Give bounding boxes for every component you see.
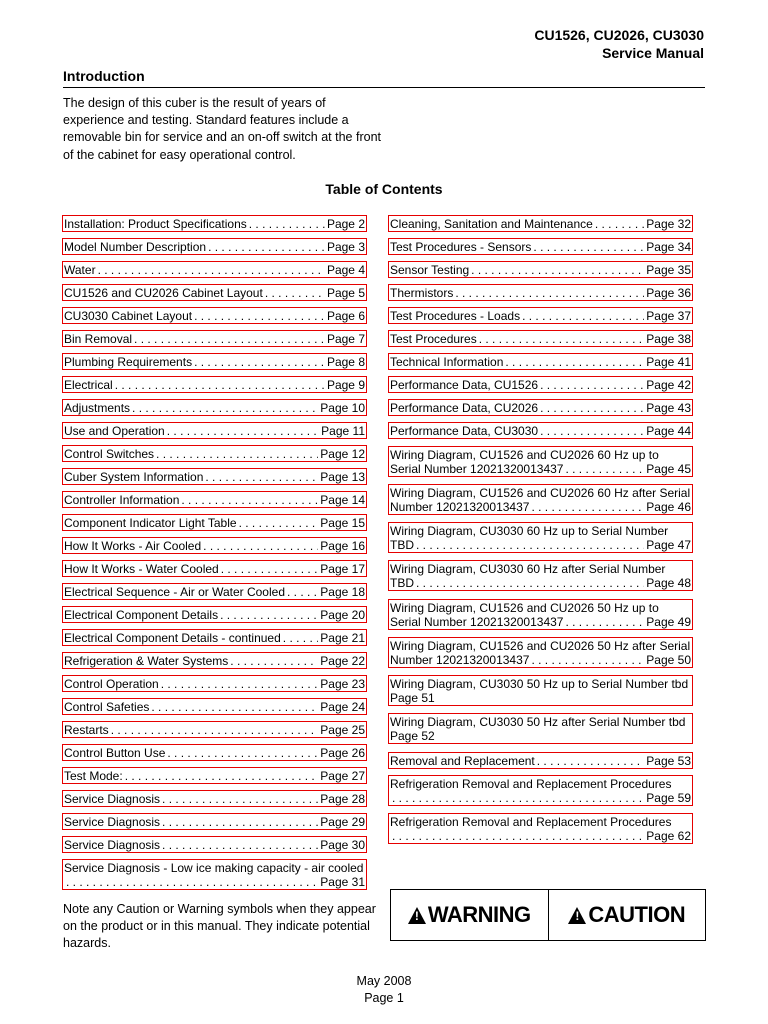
toc-entry-page: Page 12 [320, 447, 365, 461]
toc-entry-page: Page 59 [646, 791, 691, 805]
leader-dots [455, 286, 644, 300]
toc-entry-label: How It Works - Water Cooled [64, 562, 219, 576]
toc-entry-label: Electrical Sequence - Air or Water Cooled [64, 585, 285, 599]
toc-entry[interactable] [62, 537, 367, 554]
toc-entry[interactable] [388, 284, 693, 301]
leader-dots [479, 332, 645, 346]
leader-dots [533, 240, 644, 254]
toc-entry-page: Page 37 [646, 309, 691, 323]
toc-entry-page: Page 10 [320, 401, 365, 415]
toc-entry[interactable] [62, 813, 367, 830]
toc-entry[interactable] [388, 422, 693, 439]
toc-entry-label: Serial Number 12021320013437 [390, 462, 564, 476]
toc-entry-page: Page 38 [646, 332, 691, 346]
toc-entry[interactable] [388, 752, 693, 769]
toc-entry-page: Page 46 [646, 500, 691, 514]
intro-heading: Introduction [63, 68, 145, 84]
toc-entry[interactable] [62, 629, 367, 646]
leader-dots [540, 424, 644, 438]
toc-entry[interactable] [388, 261, 693, 278]
caution-label: CAUTION [588, 902, 686, 927]
toc-entry[interactable] [62, 422, 367, 439]
leader-dots [203, 539, 318, 553]
toc-entry-label: Refrigeration Removal and Replacement Procedures [390, 815, 672, 829]
toc-entry-label: Use and Operation [64, 424, 165, 438]
leader-dots [416, 538, 644, 552]
leader-dots [565, 462, 644, 476]
toc-entry-label: Wiring Diagram, CU3030 60 Hz after Serial Number [390, 562, 666, 576]
leader-dots [265, 286, 325, 300]
leader-dots [205, 470, 318, 484]
toc-entry[interactable] [388, 446, 693, 477]
toc-entry-label: TBD [390, 576, 414, 590]
toc-entry-label: Thermistors [390, 286, 454, 300]
toc-entry-label: Service Diagnosis - Low ice making capacity - air cooled [64, 861, 364, 875]
toc-entry-page: Page 23 [320, 677, 365, 691]
toc-entry[interactable] [62, 399, 367, 416]
toc-entry-label: Wiring Diagram, CU3030 60 Hz up to Serial Number [390, 524, 669, 538]
toc-entry-page: Page 20 [320, 608, 365, 622]
toc-entry[interactable] [388, 376, 693, 393]
leader-dots [531, 500, 644, 514]
toc-entry-page: Page 53 [646, 754, 691, 768]
toc-entry[interactable] [62, 514, 367, 531]
toc-entry-page: Page 41 [646, 355, 691, 369]
leader-dots [471, 263, 644, 277]
toc-entry-page: Page 31 [320, 875, 365, 889]
leader-dots [283, 631, 319, 645]
toc-entry[interactable] [62, 721, 367, 738]
toc-entry-page: Page 11 [321, 424, 365, 438]
toc-entry-page: Page 21 [320, 631, 365, 645]
toc-entry-page: Page 18 [320, 585, 365, 599]
leader-dots [221, 562, 319, 576]
toc-entry[interactable] [62, 675, 367, 692]
toc-entry-label: Removal and Replacement [390, 754, 535, 768]
toc-entry-label: Electrical Component Details [64, 608, 219, 622]
toc-entry-label: Control Button Use [64, 746, 166, 760]
toc-entry[interactable] [388, 522, 693, 553]
toc-entry-label: Control Safeties [64, 700, 150, 714]
caution-symbol [548, 890, 706, 940]
toc-entry-page: Page 45 [646, 462, 691, 476]
toc-entry-label: Component Indicator Light Table [64, 516, 237, 530]
leader-dots [134, 332, 325, 346]
toc-entry-label: Serial Number 12021320013437 [390, 615, 564, 629]
toc-entry-page: Page 28 [320, 792, 365, 806]
toc-entry[interactable] [62, 215, 367, 232]
toc-entry-label: Number 12021320013437 [390, 653, 530, 667]
toc-entry-page: Page 16 [320, 539, 365, 553]
toc-entry[interactable] [62, 261, 367, 278]
toc-entry-page: Page 44 [646, 424, 691, 438]
toc-entry-label: Test Mode: [64, 769, 123, 783]
toc-entry-page: Page 3 [326, 240, 365, 254]
leader-dots [416, 576, 644, 590]
toc-entry-page: Page 30 [320, 838, 365, 852]
toc-entry-page: Page 36 [646, 286, 691, 300]
toc-entry[interactable] [62, 790, 367, 807]
toc-entry[interactable] [62, 606, 367, 623]
toc-entry[interactable] [388, 813, 693, 844]
toc-entry[interactable] [388, 330, 693, 347]
toc-entry-page: Page 24 [320, 700, 365, 714]
leader-dots [505, 355, 644, 369]
toc-entry[interactable] [388, 675, 693, 706]
toc-entry-page: Page 17 [320, 562, 365, 576]
toc-entry-page: Page 51 [390, 691, 435, 705]
leader-dots [392, 829, 644, 843]
exclamation-triangle-icon: ! [568, 907, 586, 924]
toc-entry-label: Adjustments [64, 401, 131, 415]
toc-entry-label: Wiring Diagram, CU3030 50 Hz after Serial Number tbd [390, 715, 686, 729]
toc-entry-page: Page 27 [320, 769, 365, 783]
toc-entry[interactable] [388, 353, 693, 370]
toc-entry[interactable] [62, 353, 367, 370]
leader-dots [239, 516, 319, 530]
toc-entry[interactable] [62, 376, 367, 393]
toc-entry-label: Technical Information [390, 355, 504, 369]
hazard-note: Note any Caution or Warning symbols when they appear on the product or in this manual. They indicate potential hazards. [63, 902, 376, 950]
toc-entry[interactable] [62, 836, 367, 853]
hazard-symbols-box [390, 889, 706, 941]
toc-entry-page: Page 8 [326, 355, 365, 369]
toc-entry-label: Wiring Diagram, CU3030 50 Hz up to Serial Number tbd [390, 677, 689, 691]
leader-dots [181, 493, 318, 507]
toc-entry[interactable] [388, 484, 693, 515]
leader-dots [595, 217, 644, 231]
leader-dots [531, 653, 644, 667]
toc-entry-label: Wiring Diagram, CU1526 and CU2026 50 Hz up to [390, 601, 659, 615]
toc-entry[interactable] [62, 698, 367, 715]
toc-entry[interactable] [388, 775, 693, 806]
leader-dots [540, 401, 644, 415]
leader-dots [220, 608, 318, 622]
toc-entry-label: Cleaning, Sanitation and Maintenance [390, 217, 593, 231]
toc-entry-page: Page 7 [326, 332, 365, 346]
toc-entry-label: TBD [390, 538, 414, 552]
toc-entry[interactable] [62, 560, 367, 577]
toc-entry[interactable] [388, 307, 693, 324]
toc-entry[interactable] [62, 859, 367, 890]
intro-paragraph: The design of this cuber is the result of years of experience and testing. Standard features include a removable bin for service and an on-off switch at the front of the cabinet for easy operational control. [63, 96, 381, 162]
leader-dots [111, 723, 319, 737]
toc-entry-label: How It Works - Air Cooled [64, 539, 202, 553]
toc-entry[interactable] [62, 445, 367, 462]
toc-entry-page: Page 15 [320, 516, 365, 530]
toc-entry[interactable] [62, 583, 367, 600]
manual-title: Service Manual [602, 45, 704, 61]
toc-entry-label: CU1526 and CU2026 Cabinet Layout [64, 286, 263, 300]
leader-dots [162, 838, 318, 852]
toc-entry-page: Page 49 [646, 615, 691, 629]
leader-dots [249, 217, 325, 231]
leader-dots [540, 378, 644, 392]
leader-dots [132, 401, 318, 415]
toc-entry-page: Page 52 [390, 729, 435, 743]
model-numbers: CU1526, CU2026, CU3030 [534, 27, 704, 43]
toc-entry[interactable] [62, 468, 367, 485]
leader-dots [392, 791, 644, 805]
leader-dots [522, 309, 644, 323]
leader-dots [167, 746, 318, 760]
toc-entry-label: Wiring Diagram, CU1526 and CU2026 50 Hz after Serial [390, 639, 691, 653]
toc-entry-label: Number 12021320013437 [390, 500, 530, 514]
toc-entry[interactable] [388, 713, 693, 744]
toc-entry-label: Cuber System Information [64, 470, 204, 484]
toc-entry[interactable] [62, 652, 367, 669]
toc-entry-label: Service Diagnosis [64, 815, 161, 829]
toc-title: Table of Contents [325, 181, 443, 197]
leader-dots [98, 263, 325, 277]
leader-dots [194, 309, 325, 323]
toc-entry-label: Performance Data, CU1526 [390, 378, 539, 392]
toc-entry[interactable] [388, 637, 693, 668]
toc-entry-label: Service Diagnosis [64, 792, 161, 806]
leader-dots [156, 447, 318, 461]
toc-entry[interactable] [388, 560, 693, 591]
exclamation-triangle-icon: ! [408, 907, 426, 924]
toc-entry-page: Page 29 [320, 815, 365, 829]
toc-entry-label: Water [64, 263, 96, 277]
toc-entry-label: Wiring Diagram, CU1526 and CU2026 60 Hz up to [390, 448, 659, 462]
toc-entry-label: Installation: Product Specifications [64, 217, 247, 231]
toc-entry-label: Electrical [64, 378, 113, 392]
toc-entry-page: Page 26 [320, 746, 365, 760]
toc-entry-page: Page 13 [320, 470, 365, 484]
toc-entry-page: Page 48 [646, 576, 691, 590]
toc-entry-label: Bin Removal [64, 332, 133, 346]
toc-entry-page: Page 42 [646, 378, 691, 392]
toc-entry-page: Page 35 [646, 263, 691, 277]
toc-entry[interactable] [62, 491, 367, 508]
toc-entry-label: Test Procedures [390, 332, 477, 346]
heading-rule [63, 87, 705, 88]
toc-entry-page: Page 32 [646, 217, 691, 231]
toc-entry-label: Service Diagnosis [64, 838, 161, 852]
warning-symbol [391, 890, 548, 940]
toc-entry[interactable] [388, 599, 693, 630]
toc-entry-page: Page 22 [320, 654, 365, 668]
toc-entry-label: Control Operation [64, 677, 159, 691]
toc-entry[interactable] [62, 238, 367, 255]
leader-dots [230, 654, 318, 668]
toc-entry-label: Restarts [64, 723, 109, 737]
toc-entry-label: Wiring Diagram, CU1526 and CU2026 60 Hz after Serial [390, 486, 691, 500]
toc-entry-page: Page 14 [320, 493, 365, 507]
toc-entry-page: Page 6 [326, 309, 365, 323]
toc-entry-page: Page 50 [646, 653, 691, 667]
leader-dots [162, 792, 318, 806]
toc-entry-page: Page 2 [326, 217, 365, 231]
leader-dots [208, 240, 325, 254]
document-header [534, 26, 704, 62]
leader-dots [537, 754, 645, 768]
toc-entry[interactable] [388, 238, 693, 255]
leader-dots [565, 615, 644, 629]
toc-entry-page: Page 5 [326, 286, 365, 300]
toc-entry[interactable] [388, 215, 693, 232]
toc-entry-label: Sensor Testing [390, 263, 470, 277]
toc-entry-label: Test Procedures - Sensors [390, 240, 532, 254]
toc-entry-page: Page 25 [320, 723, 365, 737]
leader-dots [66, 875, 318, 889]
toc-entry-page: Page 34 [646, 240, 691, 254]
toc-entry-label: CU3030 Cabinet Layout [64, 309, 193, 323]
toc-entry-page: Page 62 [646, 829, 691, 843]
toc-entry[interactable] [388, 399, 693, 416]
page-footer [0, 973, 768, 1007]
toc-entry-label: Model Number Description [64, 240, 207, 254]
footer-date: May 2008 [356, 974, 412, 988]
toc-entry-label: Refrigeration & Water Systems [64, 654, 229, 668]
leader-dots [115, 378, 325, 392]
toc-entry-label: Performance Data, CU2026 [390, 401, 539, 415]
toc-entry[interactable] [62, 330, 367, 347]
toc-entry-label: Controller Information [64, 493, 180, 507]
toc-entry-label: Control Switches [64, 447, 155, 461]
toc-entry-page: Page 9 [326, 378, 365, 392]
leader-dots [162, 815, 318, 829]
leader-dots [167, 424, 319, 438]
toc-entry[interactable] [62, 744, 367, 761]
leader-dots [161, 677, 319, 691]
toc-entry-page: Page 4 [326, 263, 365, 277]
toc-entry-page: Page 43 [646, 401, 691, 415]
toc-entry-label: Plumbing Requirements [64, 355, 193, 369]
leader-dots [287, 585, 318, 599]
leader-dots [125, 769, 319, 783]
toc-entry-label: Test Procedures - Loads [390, 309, 521, 323]
leader-dots [194, 355, 325, 369]
warning-label: WARNING [427, 902, 531, 927]
toc-entry-label: Performance Data, CU3030 [390, 424, 539, 438]
toc-entry[interactable] [62, 284, 367, 301]
toc-entry-label: Electrical Component Details - continued [64, 631, 281, 645]
toc-entry-page: Page 47 [646, 538, 691, 552]
footer-page-number: Page 1 [364, 991, 404, 1005]
toc-entry-label: Refrigeration Removal and Replacement Procedures [390, 777, 672, 791]
toc-entry[interactable] [62, 767, 367, 784]
toc-entry[interactable] [62, 307, 367, 324]
leader-dots [151, 700, 318, 714]
